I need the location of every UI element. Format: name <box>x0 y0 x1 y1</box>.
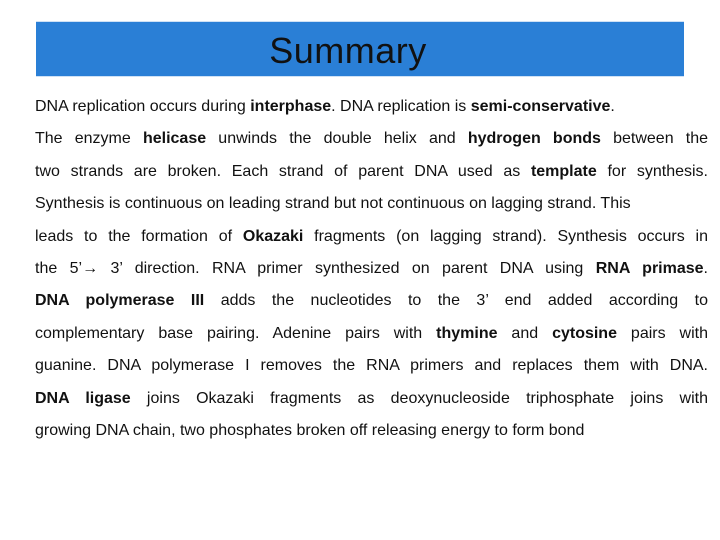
title-banner <box>36 21 684 77</box>
term-okazaki: Okazaki <box>242 227 304 245</box>
term-thymine: thymine <box>436 324 498 342</box>
text-line <box>35 285 708 317</box>
term-rna-primase: RNA primase <box>595 259 704 277</box>
text-line <box>35 156 708 188</box>
term-cytosine: cytosine <box>552 324 617 342</box>
text-run: . <box>703 259 708 277</box>
text-run: the 5’ <box>35 259 83 277</box>
text-line <box>35 221 708 253</box>
term-helicase: helicase <box>142 130 207 148</box>
text-run: complementary base pairing. Adenine pairs with <box>35 324 437 342</box>
text-run: joins Okazaki fragments as deoxynucleoside triphosphate joins with <box>130 389 709 407</box>
text-line <box>35 123 708 155</box>
text-run: Synthesis is continuous on leading strand but not continuous on lagging strand. This <box>35 195 631 213</box>
term-dna-polymerase-iii: DNA polymerase III <box>35 292 205 310</box>
summary-paragraph <box>35 91 708 447</box>
text-run: for synthesis. <box>596 162 709 180</box>
term-dna-ligase: DNA ligase <box>35 389 131 407</box>
text-line <box>35 91 708 123</box>
text-line <box>35 253 708 285</box>
text-run: two strands are broken. Each strand of parent DNA used as <box>35 162 531 180</box>
text-run: DNA replication occurs during <box>35 98 251 115</box>
text-run: unwinds the double helix and <box>206 130 468 148</box>
arrow-right-icon: → <box>82 259 99 277</box>
text-run: . DNA replication is <box>331 98 471 115</box>
text-run: and <box>497 324 553 342</box>
text-run: growing DNA chain, two phosphates broken off releasing energy to form bond <box>35 421 585 439</box>
text-line <box>35 318 708 350</box>
term-hydrogen-bonds: hydrogen bonds <box>467 130 601 148</box>
text-run: The enzyme <box>35 130 143 148</box>
text-run: between the <box>600 130 709 148</box>
text-run: leads to the formation of <box>35 227 243 245</box>
text-run: . <box>610 98 615 115</box>
text-line <box>35 415 708 447</box>
term-semi-conservative: semi-conservative <box>470 98 611 115</box>
text-line <box>35 188 708 220</box>
text-run: guanine. DNA polymerase I removes the RNA primers and replaces them with DNA. <box>35 357 708 375</box>
text-line <box>35 350 708 382</box>
text-run: fragments (on lagging strand). Synthesis occurs in <box>303 227 709 245</box>
text-run: 3’ direction. RNA primer synthesized on parent DNA using <box>98 259 596 277</box>
term-interphase: interphase <box>250 98 332 115</box>
text-run: pairs with <box>616 324 708 342</box>
text-line <box>35 383 708 415</box>
text-run: adds the nucleotides to the 3’ end added according to <box>204 292 709 310</box>
slide-title: Summary <box>269 30 427 71</box>
term-template: template <box>530 162 597 180</box>
